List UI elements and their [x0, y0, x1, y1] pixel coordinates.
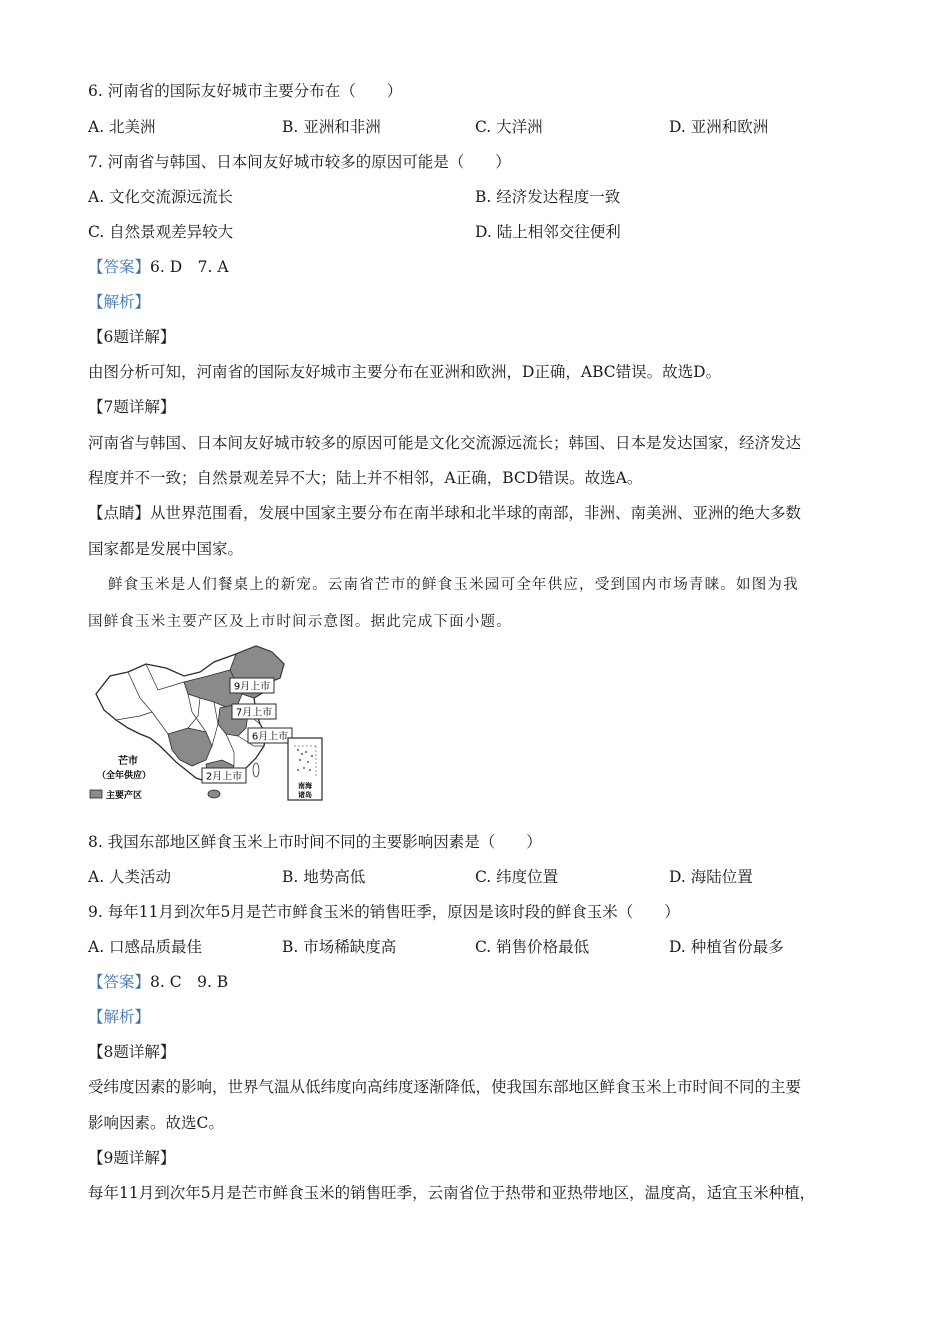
- tip-line-1: [88, 503, 801, 523]
- answer-tag: 【答案】: [88, 258, 151, 276]
- city-label: 芒市: [118, 756, 138, 767]
- q8-option-b: B. 地势高低: [282, 868, 366, 886]
- q9-detail-title: 【9题详解】: [88, 1149, 176, 1167]
- q8-option-a: A. 人类活动: [88, 868, 172, 886]
- q9-option-b: B. 市场稀缺度高: [282, 938, 397, 956]
- q8-option-c: C. 纬度位置: [475, 868, 559, 886]
- q7-stem: 7. 河南省与韩国、日本间友好城市较多的原因可能是（ ）: [88, 153, 511, 171]
- q9-detail-text-1: 每年11月到次年5月是芒市鲜食玉米的销售旺季，云南省位于热带和亚热带地区，温度高，适宜玉米种植，: [88, 1184, 816, 1202]
- q7-detail-title: 【7题详解】: [88, 398, 176, 416]
- q7-option-d: D. 陆上相邻交往便利: [475, 223, 621, 241]
- q7-option-c: C. 自然景观差异较大: [88, 223, 234, 241]
- answer-line-1: [88, 257, 229, 277]
- answer-tag-2: 【答案】: [88, 973, 151, 991]
- passage-line-2: 国鲜食玉米主要产区及上市时间示意图。据此完成下面小题。: [88, 614, 512, 630]
- analysis-tag: 【解析】: [88, 293, 151, 311]
- tip-text-2: 国家都是发展中国家。: [88, 540, 244, 558]
- city-note: （全年供应）: [96, 771, 152, 781]
- q9-option-c: C. 销售价格最低: [475, 938, 590, 956]
- label-7: [232, 704, 276, 719]
- label-6-text: 6月上市: [251, 731, 289, 743]
- q6-option-d: D. 亚洲和欧洲: [669, 118, 769, 136]
- q6-detail-text: 由图分析可知，河南省的国际友好城市主要分布在亚洲和欧洲，D正确，ABC错误。故选D。: [88, 363, 722, 381]
- legend-swatch: [90, 790, 102, 798]
- q6-option-b: B. 亚洲和非洲: [282, 118, 381, 136]
- label-2: [202, 768, 246, 783]
- q6-option-c: C. 大洋洲: [475, 118, 543, 136]
- inset-label-1: 南海: [298, 782, 312, 790]
- label-2-text: 2月上市: [205, 771, 243, 783]
- q7-detail-text-2: 程度并不一致；自然景观差异不大；陆上并不相邻，A正确，BCD错误。故选A。: [88, 469, 643, 487]
- tip-text: 从世界范围看，发展中国家主要分布在南半球和北半球的南部，非洲、南美洲、亚洲的绝大多数: [150, 504, 802, 522]
- q9-option-a: A. 口感品质最佳: [88, 938, 203, 956]
- q8-detail-text-2: 影响因素。故选C。: [88, 1114, 224, 1132]
- analysis-tag-2: 【解析】: [88, 1008, 151, 1026]
- q7-detail-text-1: 河南省与韩国、日本间友好城市较多的原因可能是文化交流源远流长；韩国、日本是发达国家，经济发达: [88, 434, 802, 452]
- label-9: [230, 678, 274, 693]
- q6-stem: 6. 河南省的国际友好城市主要分布在（ ）: [88, 82, 403, 100]
- label-6: [248, 728, 292, 743]
- inset-label-2: 诸岛: [298, 791, 312, 799]
- label-7-text: 7月上市: [235, 707, 273, 719]
- taiwan-island: [253, 763, 259, 777]
- answer-text-2: 8. C 9. B: [150, 973, 229, 991]
- china-corn-map: [88, 642, 328, 804]
- passage-line-1: 鲜食玉米是人们餐桌上的新宠。云南省芒市的鲜食玉米园可全年供应，受到国内市场青睐。如图为我: [108, 577, 799, 593]
- q6-option-a: A. 北美洲: [88, 118, 156, 136]
- south-sea-inset: [288, 738, 322, 800]
- hainan-island: [208, 790, 220, 798]
- answer-text: 6. D 7. A: [150, 258, 229, 276]
- q6-detail-title: 【6题详解】: [88, 328, 176, 346]
- q9-option-d: D. 种植省份最多: [669, 938, 784, 956]
- legend-label: 主要产区: [106, 791, 143, 801]
- q8-detail-text-1: 受纬度因素的影响，世界气温从低纬度向高纬度逐渐降低，使我国东部地区鲜食玉米上市时间不同的主要: [88, 1078, 802, 1096]
- tip-tag: 【点睛】: [88, 504, 151, 522]
- label-9-text: 9月上市: [233, 681, 271, 693]
- q9-stem: 9. 每年11月到次年5月是芒市鲜食玉米的销售旺季，原因是该时段的鲜食玉米（ ）: [88, 903, 680, 921]
- q7-option-a: A. 文化交流源远流长: [88, 188, 234, 206]
- q8-detail-title: 【8题详解】: [88, 1043, 176, 1061]
- q8-stem: 8. 我国东部地区鲜食玉米上市时间不同的主要影响因素是（ ）: [88, 833, 542, 851]
- q7-option-b: B. 经济发达程度一致: [475, 188, 621, 206]
- q8-option-d: D. 海陆位置: [669, 868, 753, 886]
- answer-line-2: [88, 972, 228, 992]
